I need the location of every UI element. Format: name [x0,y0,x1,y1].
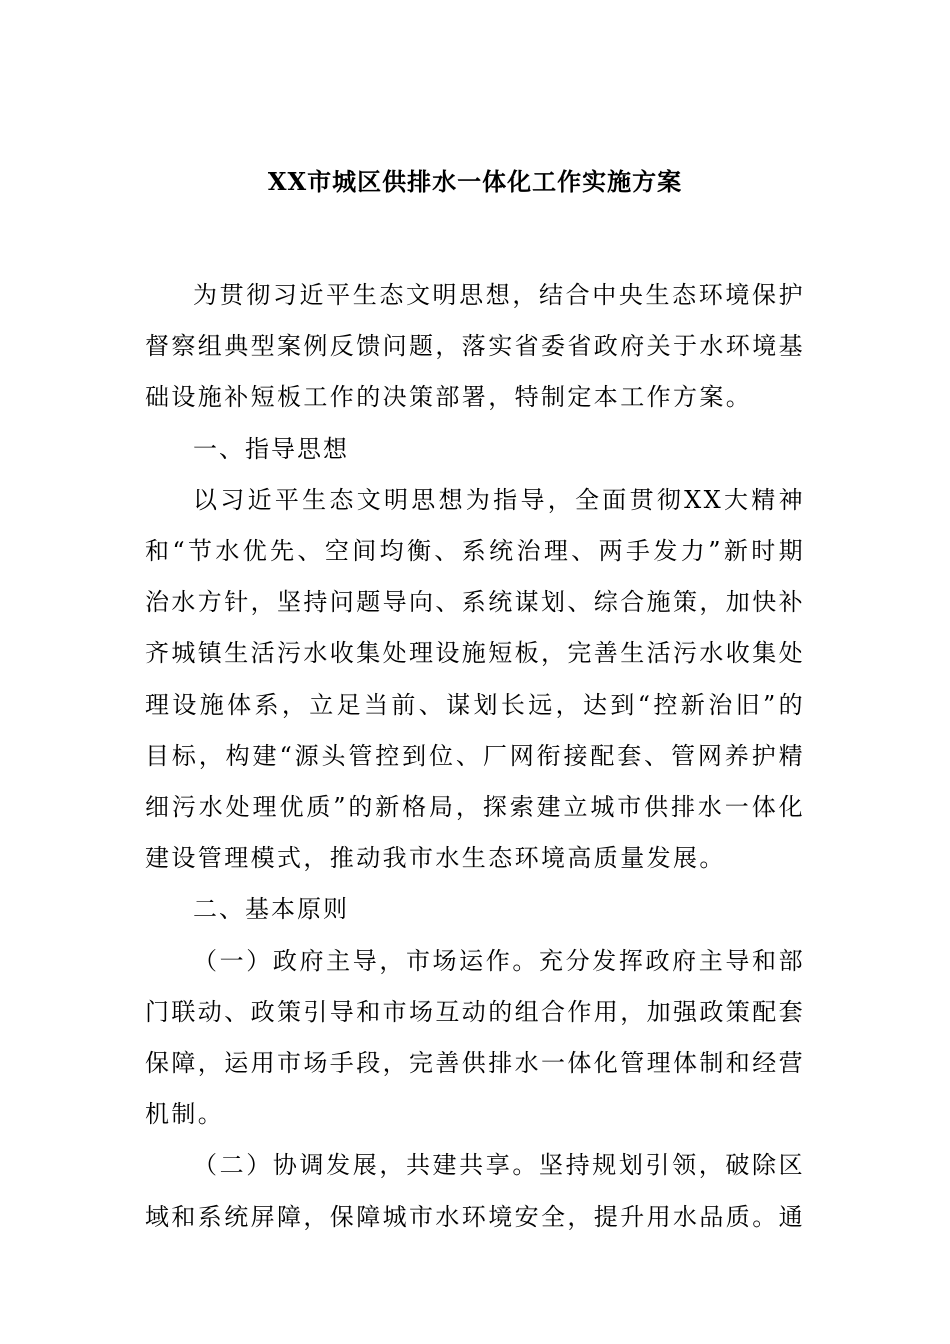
principle-paragraph-1: （一）政府主导，市场运作。充分发挥政府主导和部门联动、政策引导和市场互动的组合作用，加强政策配套保障，运用市场手段，完善供排水一体化管理体制和经营机制。 [145,946,805,1129]
section-heading-basic-principles: 二、基本原则 [193,895,349,924]
section-heading-guiding-thought: 一、指导思想 [193,434,349,463]
intro-paragraph: 为贯彻习近平生态文明思想，结合中央生态环境保护督察组典型案例反馈问题，落实省委省政府关于水环境基础设施补短板工作的决策部署，特制定本工作方案。 [145,281,805,412]
principle-paragraph-2: （二）协调发展，共建共享。坚持规划引领，破除区域和系统屏障，保障城市水环境安全，提升用水品质。通 [145,1151,805,1231]
document-title: XX市城区供排水一体化工作实施方案 [267,167,683,196]
guiding-thought-paragraph: 以习近平生态文明思想为指导，全面贯彻XX大精神和“节水优先、空间均衡、系统治理、两手发力”新时期治水方针，坚持问题导向、系统谋划、综合施策，加快补齐城镇生活污水收集处理设施短板，完善生活污水收集处理设施体系，立足当前、谋划长远，达到“控新治旧”的目标，构建“源头管控到位、厂网衔接配套、管网养护精细污水处理优质”的新格局，探索建立城市供排水一体化建设管理模式，推动我市水生态环境高质量发展。 [145,485,805,873]
document-body [145,270,805,1243]
